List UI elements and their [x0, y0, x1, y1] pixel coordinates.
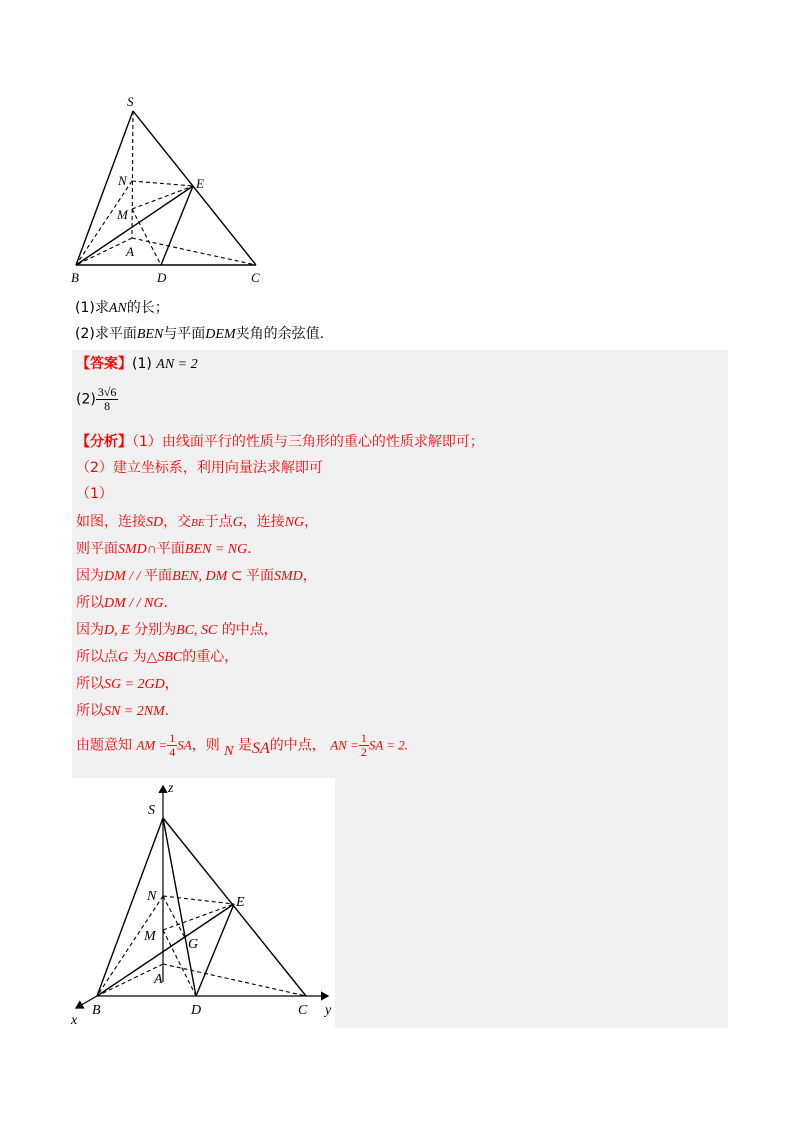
l6-g: ， [302, 568, 317, 584]
label2-b: B [92, 1003, 101, 1018]
label-m: M [117, 207, 128, 222]
label-n: N [118, 173, 127, 188]
l4-g: ，连接 [242, 514, 285, 530]
label2-n: N [147, 889, 157, 904]
edge2-sb [97, 818, 163, 996]
l12-a: 由题意知 [76, 737, 132, 754]
label-e: E [196, 176, 204, 191]
q1-var: AN [108, 301, 127, 316]
l6-c: 平面 [144, 568, 173, 584]
l12-c: SA [177, 737, 192, 753]
l4-i: ， [304, 514, 319, 530]
pyramid-figure-2-coordinate [72, 778, 335, 1028]
label-c: C [251, 270, 260, 285]
label2-m: M [144, 929, 156, 944]
q2-mid: 与平面 [163, 326, 206, 342]
l5-d: 平面 [156, 541, 185, 557]
l5-c: ∩ [146, 542, 157, 557]
l7-b: DM / / NG [104, 596, 164, 611]
edge-ne [132, 181, 193, 186]
l11-a: 所以 [76, 703, 104, 719]
l5-a: 则平面 [76, 541, 118, 557]
l4-h: NG [284, 515, 305, 530]
l7-a: 所以 [76, 595, 104, 611]
edge-me [132, 186, 193, 209]
l5-f: . [247, 541, 252, 557]
l4-e: 于点 [204, 514, 233, 530]
l12-e: N [224, 743, 234, 759]
l9-d: △SBC [146, 650, 183, 665]
answer-line-2 [76, 386, 118, 413]
analysis-text-2: （2）建立坐标系，利用向量法求解即可 [76, 460, 323, 476]
l10-b: SG = 2GD [104, 677, 165, 692]
analysis-line-2 [76, 458, 323, 478]
answer-2-num: 3√6 [97, 385, 117, 399]
label2-e: E [236, 895, 245, 910]
l10-c: ， [164, 676, 179, 692]
l4-f: G [232, 515, 243, 530]
answer-2-den: 8 [104, 399, 111, 413]
l12-b: AM = [136, 737, 168, 753]
l6-b: DM / / [104, 569, 145, 584]
l12-frac-2-den: 2 [360, 745, 367, 759]
label2-a: A [154, 972, 163, 987]
l4-d: BE [191, 517, 205, 529]
q2-plane-2: DEM [205, 327, 236, 342]
label2-s: S [148, 803, 155, 818]
q2-plane-1: BEN [136, 327, 164, 342]
l9-b: G [118, 650, 129, 665]
analysis-text-3: （1） [76, 486, 113, 502]
l9-e: 的重心， [182, 649, 239, 665]
label2-x: x [71, 1013, 78, 1028]
edge2-sd [163, 818, 199, 996]
l12-j: SA = 2. [368, 737, 409, 753]
l4-a: 如图，连接 [76, 514, 146, 530]
analysis-line-12 [76, 732, 408, 759]
l11-b: SN = 2NM [104, 704, 165, 719]
l12-frac-2-num: 1 [360, 731, 367, 745]
edge-sa [132, 111, 133, 238]
analysis-line-10 [76, 674, 179, 695]
edge2-ne [163, 896, 234, 904]
answer-1-expr: AN = 2 [156, 357, 198, 372]
answer-2-fraction [96, 386, 119, 413]
analysis-line-9 [76, 647, 238, 668]
q1-prefix: (1)求 [75, 300, 109, 316]
analysis-line-8 [76, 620, 278, 641]
label-a: A [126, 244, 134, 259]
l11-c: . [164, 703, 170, 719]
l4-b: SD [146, 515, 164, 530]
analysis-line-5 [76, 539, 252, 560]
l5-b: SMD [118, 542, 147, 557]
l12-f: 是 [237, 737, 252, 754]
analysis-line-4 [76, 512, 318, 533]
analysis-line-7 [76, 593, 168, 614]
l4-c: ，交 [163, 514, 192, 530]
answer-panel [72, 350, 728, 1028]
analysis-line-6 [76, 566, 317, 587]
question-2 [75, 324, 324, 345]
l8-d: BC, SC [176, 623, 218, 638]
edge-be [76, 186, 193, 265]
edge2-de [196, 904, 234, 996]
edge-nb [76, 181, 132, 265]
l8-e: 的中点， [221, 622, 278, 638]
l6-d: BEN, DM ⊂ [172, 569, 247, 584]
analysis-line-11 [76, 701, 169, 722]
analysis-line-1 [76, 432, 484, 452]
label2-y: y [325, 1003, 332, 1018]
q2-suffix: 夹角的余弦值. [235, 326, 325, 342]
l5-e: BEN = NG [184, 542, 248, 557]
answer-tag: 【答案】 [76, 356, 132, 372]
l12-d: ，则 [191, 737, 220, 754]
l12-frac-1 [167, 732, 177, 759]
l8-c: 分别为 [134, 622, 177, 638]
answer-line-1 [76, 354, 198, 375]
l10-a: 所以 [76, 676, 104, 692]
answer-2-prefix: (2) [76, 391, 96, 408]
l8-b: D, E [104, 623, 130, 638]
l12-frac-2 [359, 732, 369, 759]
q1-suffix: 的长； [126, 300, 169, 316]
analysis-tag: 【分析】 [76, 434, 132, 450]
analysis-line-3 [76, 484, 113, 504]
l12-h: 的中点， [269, 737, 326, 754]
label2-c: C [298, 1003, 308, 1018]
l6-e: 平面 [246, 568, 275, 584]
label-s: S [127, 94, 134, 109]
edge-sc [133, 111, 256, 265]
answer-1-prefix: (1) [132, 356, 152, 372]
l7-c: . [163, 595, 168, 611]
edge2-be [97, 904, 234, 996]
l8-a: 因为 [76, 622, 104, 638]
l12-i: AN = [330, 737, 359, 753]
l12-frac-1-den: 4 [169, 745, 176, 759]
label2-d: D [191, 1003, 202, 1018]
label-b: B [71, 270, 79, 285]
l9-c: 为 [132, 649, 147, 665]
l12-g: SA [251, 739, 270, 757]
l6-f: SMD [274, 569, 303, 584]
label2-g: G [188, 937, 199, 952]
pyramid-figure-1 [60, 90, 280, 290]
label-d: D [157, 270, 167, 285]
q2-prefix: (2)求平面 [75, 326, 137, 342]
l12-frac-1-num: 1 [169, 731, 176, 745]
label2-z: z [168, 781, 174, 796]
l9-a: 所以点 [76, 649, 118, 665]
edge-de [161, 186, 193, 265]
l6-a: 因为 [76, 568, 104, 584]
question-1 [75, 298, 169, 319]
analysis-text-1: （1）由线面平行的性质与三角形的重心的性质求解即可； [132, 434, 484, 450]
